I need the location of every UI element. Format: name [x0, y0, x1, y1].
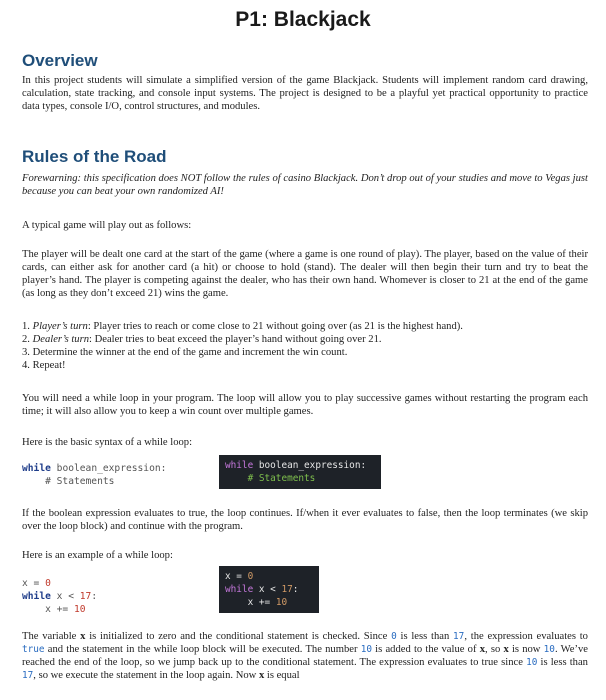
overview-heading: Overview — [22, 51, 98, 70]
example-code-plain: x = 0 while x < 17: x += 10 — [22, 578, 98, 615]
rules-paragraph: The player will be dealt one card at the start of the game (where a game is one round of play). The player, based on the value of their cards, can either ask for another card (a hit) or choose to hold (stand). The dealer will then begin their turn and try to beat the player’s hand. The player is competing against the dealer, who has their own hand. Whomever is closer to 21 at the end of the game (as long as they don’t exceed 21) wins the game. — [22, 249, 588, 299]
example-intro-text: Here is an example of a while loop: — [22, 550, 173, 561]
syntax-code-plain: while boolean_expression: # Statements — [22, 463, 167, 487]
page-title: P1: Blackjack — [235, 8, 371, 31]
final-paragraph: The variable x is initialized to zero and the conditional statement is checked. Since 0 is less than 17, the expression evaluates to true and the statement in the while loop block will be executed. The number 10 is added to the value of x, so x is now 10. We’ve reached the end of the loop, so we jump back up to the conditional statement. The expression evaluates to true since 10 is less than 17, so we execute the statement in the loop again. Now x is equal — [22, 631, 588, 681]
syntax-code-dark: while boolean_expression: # Statements — [219, 455, 381, 489]
list-item: 2. Dealer’s turn: Dealer tries to beat exceed the player’s hand without going over 21. — [22, 334, 382, 345]
rules-heading: Rules of the Road — [22, 147, 167, 166]
loop-intro-text: You will need a while loop in your program. The loop will allow you to play successive games without restarting the program each time; it will also allow you to keep a win count over multiple games. — [22, 393, 588, 417]
overview-text: In this project students will simulate a simplified version of the game Blackjack. Students will implement random card drawing, calculation, state tracking, and console input systems. The project is designed to be a playful yet practical opportunity to practice data types, console I/O, control structures, and modules. — [22, 75, 588, 112]
forewarning-text — [22, 172, 588, 198]
typical-game-text: A typical game will play out as follows: — [22, 220, 192, 231]
syntax-intro-text: Here is the basic syntax of a while loop: — [22, 437, 193, 448]
list-item: 3. Determine the winner at the end of the game and increment the win count. — [22, 347, 348, 358]
example-code-dark: x = 0 while x < 17: x += 10 — [219, 566, 319, 613]
list-item: 1. Player’s turn: Player tries to reach or come close to 21 without going over (as 21 is the highest hand). — [22, 321, 463, 332]
explain-text: If the boolean expression evaluates to true, the loop continues. If/when it ever evaluates to false, then the loop terminates (we skip over the loop block) and continue with the program. — [22, 508, 588, 532]
steps-list — [22, 320, 588, 372]
list-item: 4. Repeat! — [22, 360, 66, 371]
forewarning-italic: Forewarning: this specification does NOT follow the rules of casino Blackjack. Don’t drop out of your studies and move to Vegas just because you can beat your own randomized AI! — [22, 173, 588, 197]
